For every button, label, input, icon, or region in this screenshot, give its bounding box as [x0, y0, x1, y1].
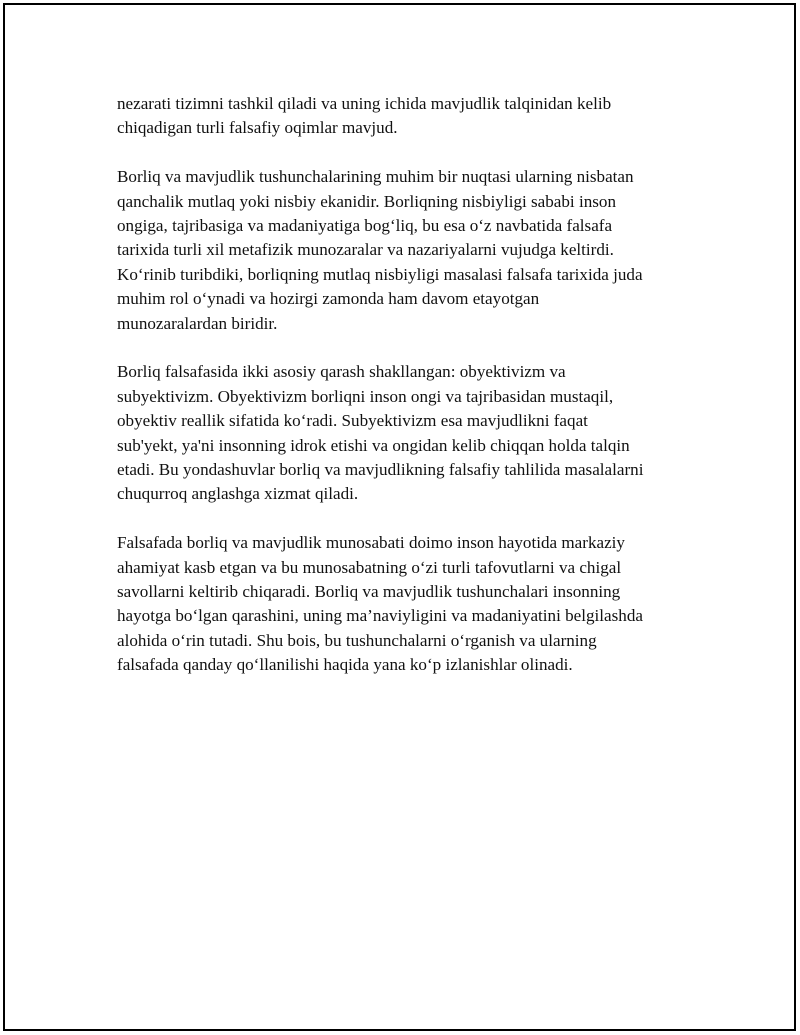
- paragraph-3: Borliq falsafasida ikki asosiy qarash shakllangan: obyektivizm va subyektivizm. Obyektivizm borliqni inson ongi va tajribasidan mustaqil, obyektiv reallik sifatida ko‘radi. Subyektivizm esa mavjudlikni faqat sub'yekt, ya'ni insonning idrok etishi va ongidan kelib chiqqan holda talqin etadi. Bu yondashuvlar borliq va mavjudlikning falsafiy tahlilida masalalarni chuqurroq anglashga xizmat qiladi.: [117, 362, 644, 504]
- paragraph-1: nezarati tizimni tashkil qiladi va uning ichida mavjudlik talqinidan kelib chiqadigan turli falsafiy oqimlar mavjud.: [117, 94, 612, 138]
- document-body: [117, 92, 692, 702]
- paragraph-4: Falsafada borliq va mavjudlik munosabati doimo inson hayotida markaziy ahamiyat kasb etgan va bu munosabatning o‘zi turli tafovutlarni va chigal savollarni keltirib chiqaradi. Borliq va mavjudlik tushunchalari insonning hayotga bo‘lgan qarashini, uning ma’naviyligini va madaniyatini belgilashda alohida o‘rin tutadi. Shu bois, bu tushunchalarni o‘rganish va ularning falsafada qanday qo‘llanilishi haqida yana ko‘p izlanishlar olinadi.: [117, 533, 643, 675]
- paragraph-2: Borliq va mavjudlik tushunchalarining muhim bir nuqtasi ularning nisbatan qanchalik mutlaq yoki nisbiy ekanidir. Borliqning nisbiyligi sababi inson ongiga, tajribasiga va madaniyatiga bog‘liq, bu esa o‘z navbatida falsafa tarixida turli xil metafizik munozaralar va nazariyalarni vujudga keltirdi. Ko‘rinib turibdiki, borliqning mutlaq nisbiyligi masalasi falsafa tarixida juda muhim rol o‘ynadi va hozirgi zamonda ham davom etayotgan munozaralardan biridir.: [117, 167, 643, 333]
